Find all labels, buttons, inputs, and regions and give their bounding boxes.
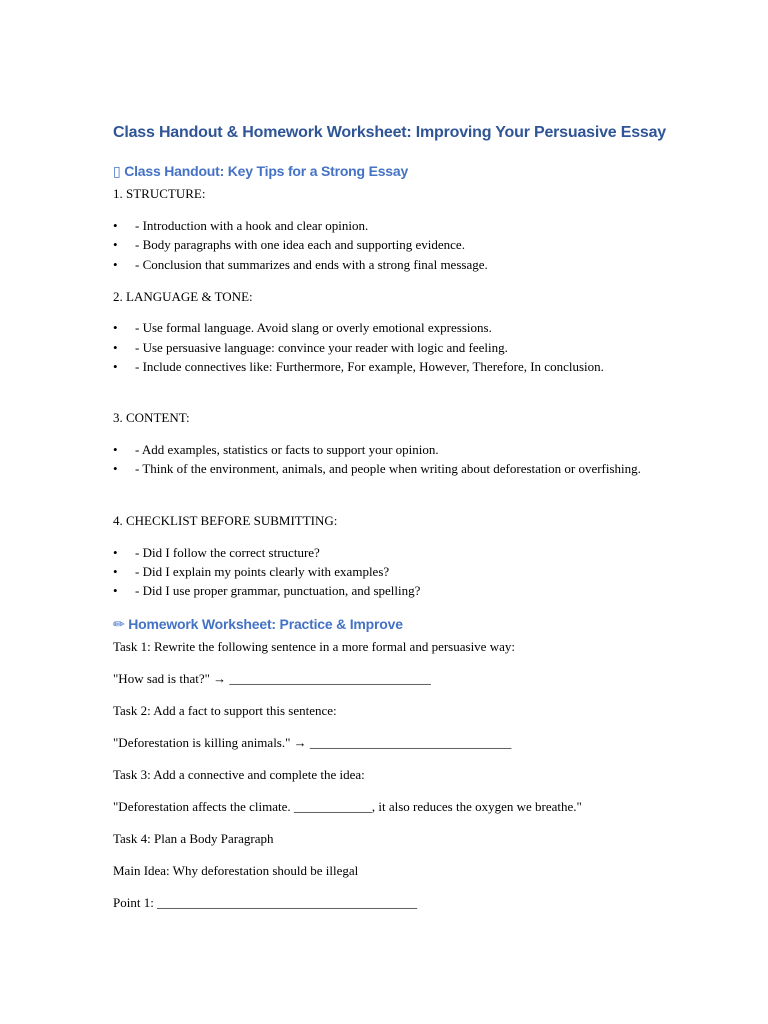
list-item: • - Introduction with a hook and clear opinion.	[113, 216, 643, 236]
main-idea-line: Main Idea: Why deforestation should be illegal	[113, 863, 359, 878]
bullet-icon: •	[113, 237, 118, 252]
section-title-language-tone: 2. LANGUAGE & TONE:	[113, 289, 253, 304]
task-1-instruction: Task 1: Rewrite the following sentence in a more formal and persuasive way:	[113, 639, 515, 654]
list-item: • - Did I use proper grammar, punctuation, and spelling?	[113, 581, 643, 601]
bullet-icon: •	[113, 442, 118, 457]
bullet-icon: •	[113, 218, 118, 233]
task-2-sentence: "Deforestation is killing animals." → _______________________________	[113, 735, 512, 750]
task-1-sentence: "How sad is that?" → _______________________________	[113, 671, 431, 686]
task-3-instruction: Task 3: Add a connective and complete the idea:	[113, 767, 365, 782]
bullet-icon: •	[113, 461, 118, 476]
homework-heading: ✏ Homework Worksheet: Practice & Improve	[113, 616, 403, 632]
task-2-instruction: Task 2: Add a fact to support this sentence:	[113, 703, 337, 718]
point-1-line: Point 1: ________________________________________	[113, 895, 418, 910]
list-item: • - Conclusion that summarizes and ends with a strong final message.	[113, 255, 643, 275]
bullet-icon: •	[113, 545, 118, 560]
section-title-content: 3. CONTENT:	[113, 410, 190, 425]
list-item: • - Include connectives like: Furthermore, For example, However, Therefore, In conclusion.	[113, 357, 618, 377]
task-3-sentence: "Deforestation affects the climate. ____________, it also reduces the oxygen we breathe."	[113, 799, 582, 814]
list-item: • - Did I explain my points clearly with examples?	[113, 562, 643, 582]
section-title-checklist: 4. CHECKLIST BEFORE SUBMITTING:	[113, 513, 338, 528]
list-item: • - Add examples, statistics or facts to support your opinion.	[113, 440, 643, 460]
bullet-icon: •	[113, 564, 118, 579]
bullet-icon: •	[113, 359, 118, 374]
list-item: • - Think of the environment, animals, and people when writing about deforestation or overfishing.	[113, 459, 643, 479]
list-item: • - Use persuasive language: convince your reader with logic and feeling.	[113, 338, 643, 358]
list-item: • - Use formal language. Avoid slang or overly emotional expressions.	[113, 318, 643, 338]
bullet-icon: •	[113, 320, 118, 335]
list-item: • - Body paragraphs with one idea each and supporting evidence.	[113, 235, 643, 255]
list-item: • - Did I follow the correct structure?	[113, 543, 643, 563]
handout-heading: ▯ Class Handout: Key Tips for a Strong Essay	[113, 163, 409, 179]
bullet-icon: •	[113, 257, 118, 272]
section-title-structure: 1. STRUCTURE:	[113, 186, 206, 201]
bullet-icon: •	[113, 583, 118, 598]
document-title: Class Handout & Homework Worksheet: Improving Your Persuasive Essay	[113, 124, 666, 141]
bullet-icon: •	[113, 340, 118, 355]
task-4-instruction: Task 4: Plan a Body Paragraph	[113, 831, 274, 846]
